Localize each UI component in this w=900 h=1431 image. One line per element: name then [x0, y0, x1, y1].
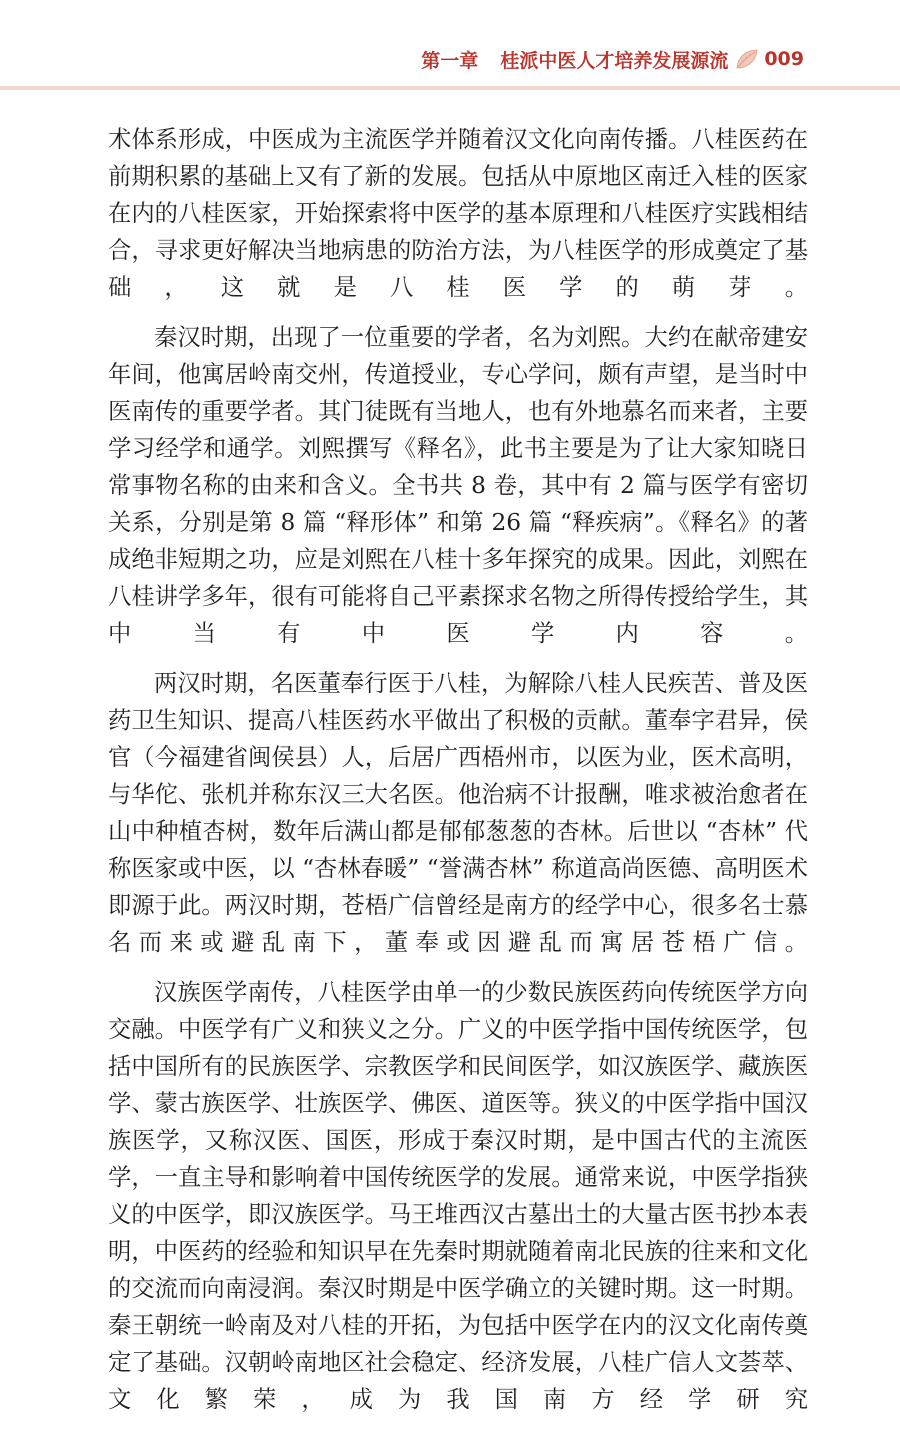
leaf-icon [734, 47, 760, 71]
text-line: 杏林。后世以 “杏林” 代称医家或中医，以 “杏林春暖” “誉满杏林” 称道高尚 [108, 818, 808, 882]
text-line: 县）人，后居广西梧州市，以医为业，医术高明，与华佗、张机并称东汉三大名医。 [108, 744, 809, 808]
text-line: 居岭南交州，传道授业，专心学问，颇有声望，是当时中医南传的重要学者。其 [108, 361, 809, 425]
text-line: 医德、高明医术即源于此。两汉时期，苍梧广信曾经是南方的经学中心，很多名 [108, 855, 808, 919]
text-line: 秦汉时期，出现了一位重要的学者，名为刘熙。大约在献帝建安年间，他寓 [108, 324, 808, 388]
text-line: 两汉时期，名医董奉行医于八桂，为解除八桂人民疾苦、普及医药卫生知 [108, 670, 808, 734]
text-line: 《释名》的著成绝非短期之功，应是刘熙在八桂十多年探究的成果。因此，刘熙 [108, 509, 808, 573]
text-line: 开始探索将中医学的基本原理和八桂医疗实践相结合，寻求更好解决当地病患 [108, 200, 809, 264]
running-head [421, 44, 804, 74]
text-line: 的防治方法，为八桂医学的形成奠定了基础，这就是八桂医学的萌芽。 [108, 237, 808, 301]
paragraph [108, 319, 808, 652]
text-line: 中医学内容。 [361, 620, 809, 647]
paragraph [108, 974, 808, 1418]
paragraph [108, 665, 808, 961]
body-text [108, 121, 808, 1431]
text-line: 的基础上又有了新的发展。包括从中原地区南迁入桂的医家在内的八桂医家， [108, 163, 809, 227]
text-line: 门徒既有当地人，也有外地慕名而来者，主要学习经学和通学。刘熙撰写《释 [108, 398, 809, 462]
text-line: 其中有 2 篇与医学有密切关系，分别是第 8 篇 “释形体” 和第 26 篇 “释疾病”。 [108, 472, 808, 536]
text-line: 医学有广义和狭义之分。广义的中医学指中国传统医学，包括中国所有的民族 [108, 1016, 809, 1080]
text-line: 是中国古代的主流医学，一直主导和影响着中国传统医学的发展。通常来说， [108, 1127, 808, 1191]
paragraph [108, 121, 808, 306]
text-line: 表明，中医药的经验和知识早在先秦时期就随着南北民族的往来和文化的交流 [108, 1201, 808, 1302]
text-line: 南及对八桂的开拓，为包括中医学在内的汉文化南传奠定了基础。汉朝岭南地 [108, 1312, 809, 1376]
text-line: 他治病不计报酬，唯求被治愈者在山中种植杏树，数年后满山都是郁郁葱葱的 [108, 781, 809, 845]
text-line: 区社会稳定、经济发展，八桂广信人文荟萃、文化繁荣，成为我国南方经学研究 [108, 1349, 809, 1413]
chapter-label: 第一章 [421, 49, 479, 72]
text-line: 医学、宗教医学和民间医学，如汉族医学、藏族医学、蒙古族医学、壮族医学、佛 [108, 1053, 809, 1117]
text-line: 名》，此书主要是为了让大家知晓日常事物名称的由来和含义。全书共 8 卷， [108, 435, 808, 499]
text-line: 识、提高八桂医药水平做出了积极的贡献。董奉字君异，侯官（今福建省闽侯 [108, 707, 809, 771]
text-line: 术体系形成，中医成为主流医学并随着汉文化向南传播。八桂医药在前期积累 [108, 126, 808, 190]
text-line: 而向南浸润。秦汉时期是中医学确立的关键时期。这一时期。秦王朝统一岭 [108, 1275, 809, 1339]
page-number: 009 [764, 48, 804, 70]
header-rule [0, 86, 900, 90]
chapter-title: 桂派中医人才培养发展源流 [500, 49, 729, 72]
text-line: 医、道医等。狭义的中医学指中国汉族医学，又称汉医、国医，形成于秦汉时期， [108, 1090, 809, 1154]
text-line: 在八桂讲学多年，很有可能将自己平素探求名物之所得传授给学生，其中当有 [108, 546, 808, 647]
text-line: 士慕名而来或避乱南下，董奉或因避乱而寓居苍梧广信。 [108, 892, 809, 956]
text-line: 汉族医学南传，八桂医学由单一的少数民族医药向传统医学方向交融。中 [108, 979, 808, 1043]
text-line: 中医学指狭义的中医学，即汉族医学。马王堆西汉古墓出土的大量古医书抄本 [108, 1164, 809, 1228]
